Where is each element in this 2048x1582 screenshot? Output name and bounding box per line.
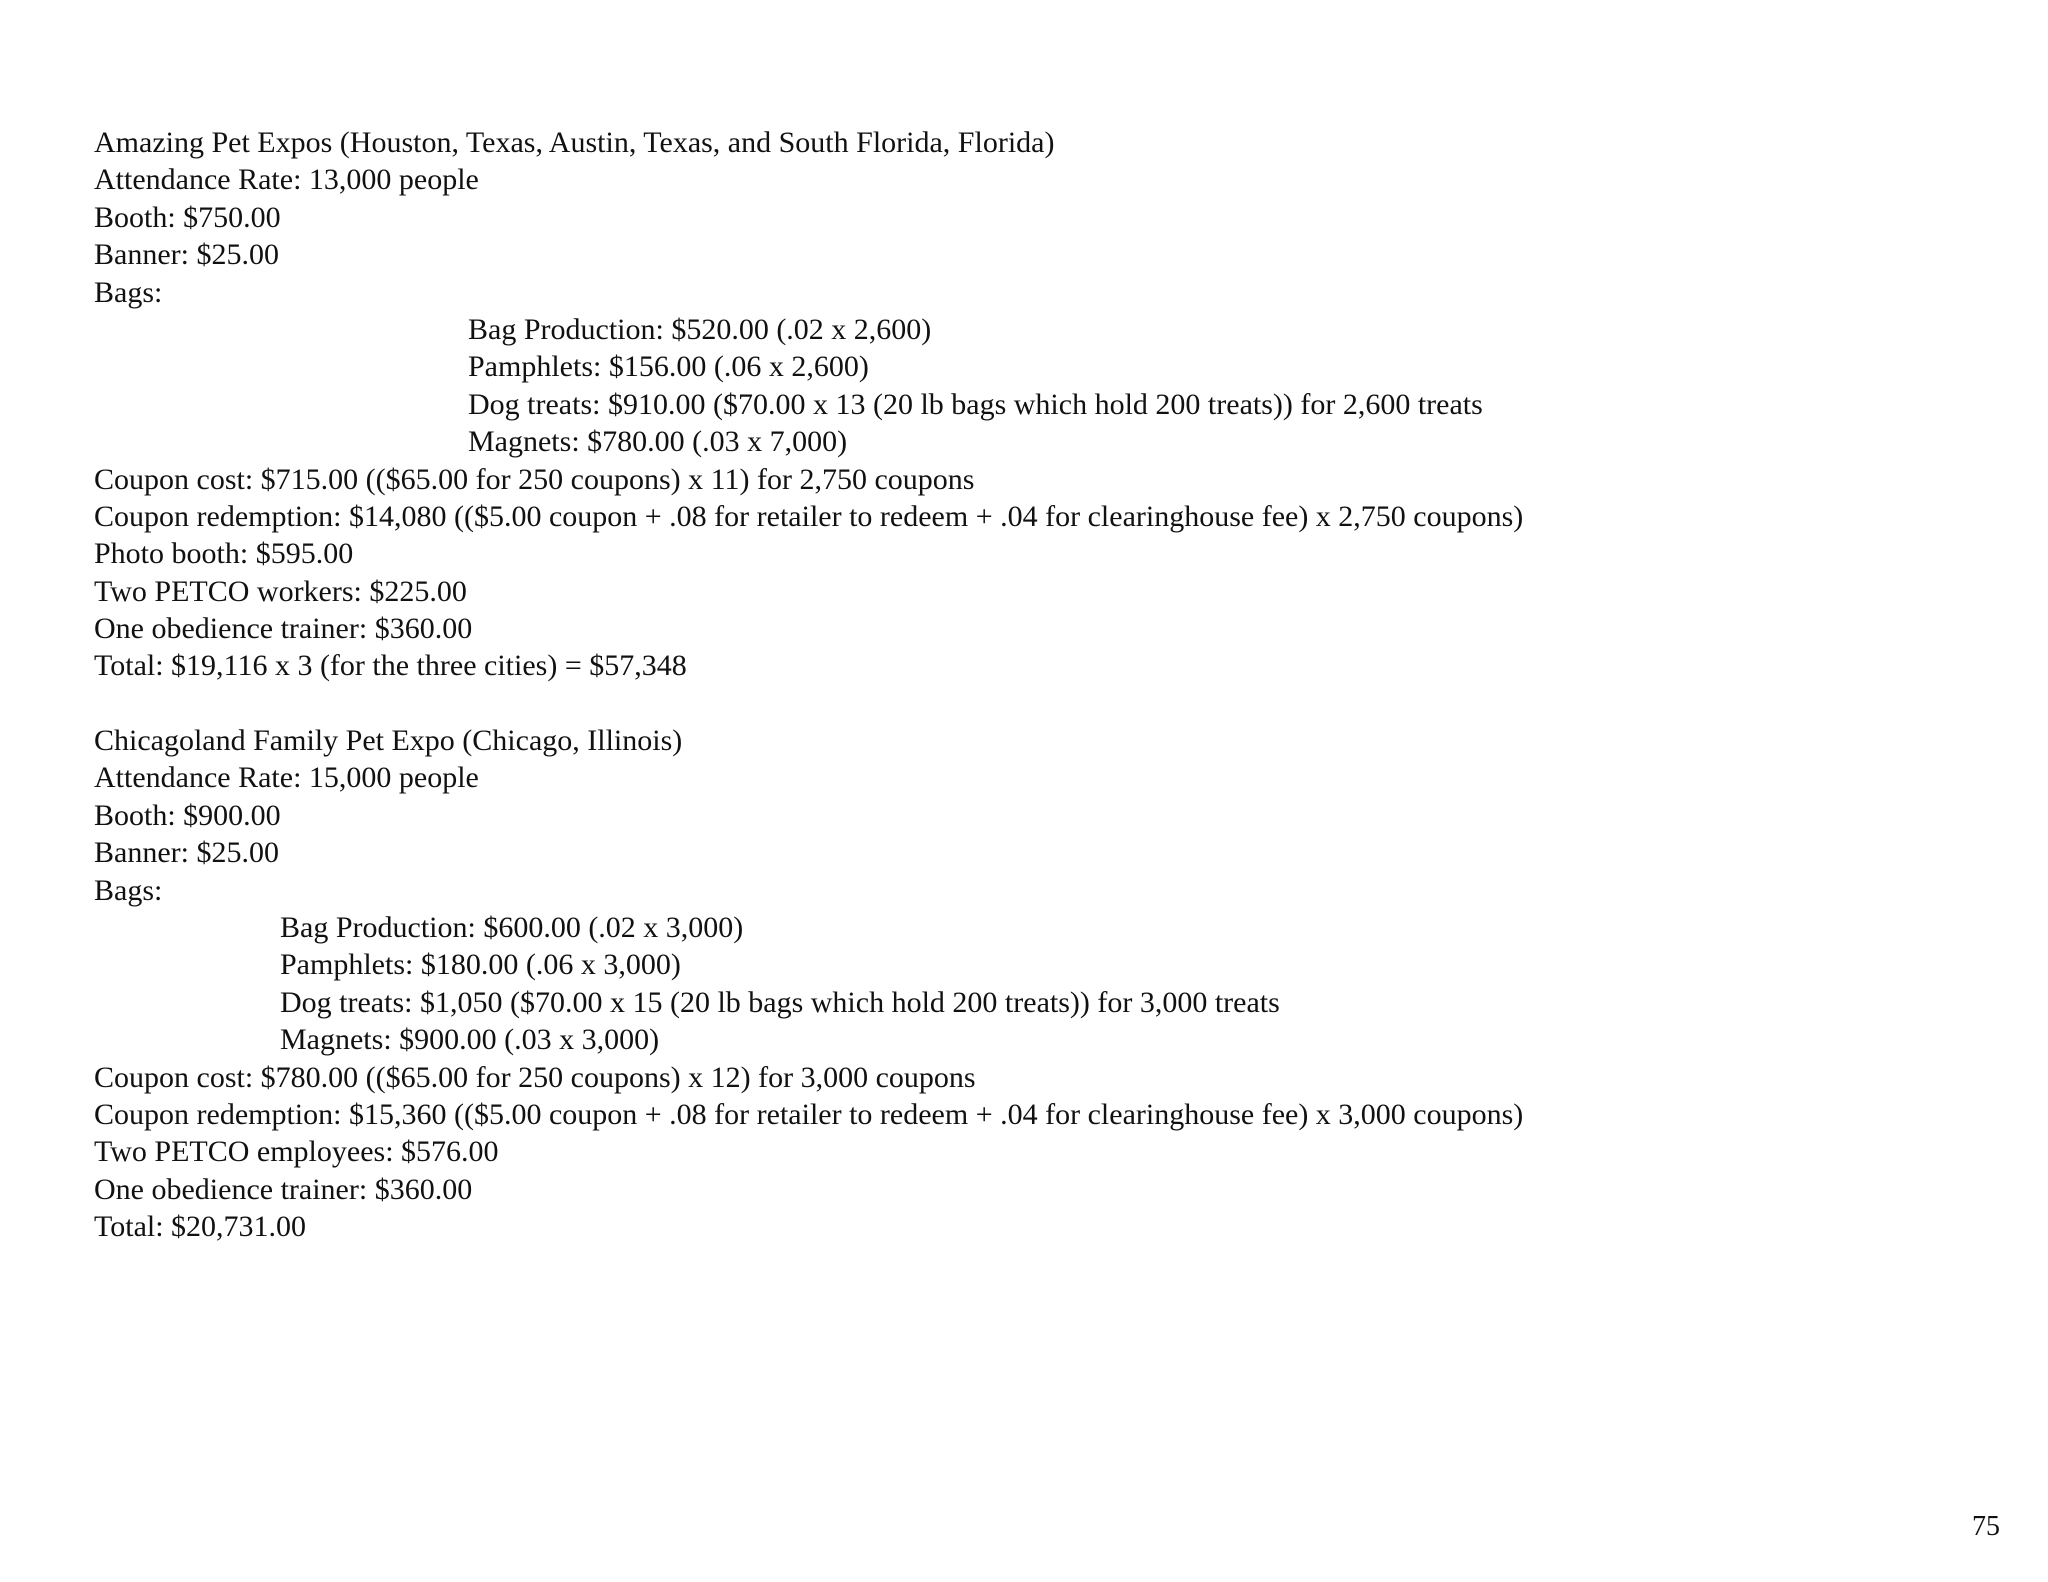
attendance-rate: Attendance Rate: 15,000 people [94, 761, 479, 795]
bag-production-cost: Bag Production: $600.00 (.02 x 3,000) [280, 910, 744, 944]
coupon-cost: Coupon cost: $780.00 (($65.00 for 250 coupons) x 12) for 3,000 coupons [94, 1060, 976, 1094]
banner-cost: Banner: $25.00 [94, 238, 279, 272]
pamphlets-cost: Pamphlets: $156.00 (.06 x 2,600) [468, 350, 869, 384]
petco-workers-cost: Two PETCO workers: $225.00 [94, 574, 467, 608]
petco-employees-cost: Two PETCO employees: $576.00 [94, 1135, 499, 1169]
amazing-pet-expos-section [94, 124, 1994, 685]
section-title: Amazing Pet Expos (Houston, Texas, Austin, Texas, and South Florida, Florida) [94, 126, 1055, 159]
booth-cost: Booth: $900.00 [94, 798, 281, 832]
bags-heading: Bags: [94, 275, 163, 309]
bag-production-cost: Bag Production: $520.00 (.02 x 2,600) [468, 312, 932, 346]
magnets-cost: Magnets: $900.00 (.03 x 3,000) [280, 1023, 660, 1057]
bags-heading: Bags: [94, 873, 163, 907]
dog-treats-cost: Dog treats: $910.00 ($70.00 x 13 (20 lb bags which hold 200 treats)) for 2,600 treats [468, 387, 1483, 421]
section-total: Total: $20,731.00 [94, 1210, 307, 1244]
attendance-rate: Attendance Rate: 13,000 people [94, 163, 479, 197]
section-title: Chicagoland Family Pet Expo (Chicago, Illinois) [94, 724, 683, 757]
dog-treats-cost: Dog treats: $1,050 ($70.00 x 15 (20 lb bags which hold 200 treats)) for 3,000 treats [280, 985, 1280, 1019]
obedience-trainer-cost: One obedience trainer: $360.00 [94, 1172, 473, 1206]
obedience-trainer-cost: One obedience trainer: $360.00 [94, 612, 473, 646]
pamphlets-cost: Pamphlets: $180.00 (.06 x 3,000) [280, 948, 681, 982]
coupon-cost: Coupon cost: $715.00 (($65.00 for 250 coupons) x 11) for 2,750 coupons [94, 462, 975, 496]
chicagoland-pet-expo-section [94, 722, 1994, 1245]
section-total: Total: $19,116 x 3 (for the three cities) = $57,348 [94, 649, 687, 683]
banner-cost: Banner: $25.00 [94, 836, 279, 870]
coupon-redemption: Coupon redemption: $14,080 (($5.00 coupon + .08 for retailer to redeem + .04 for clearinghouse fee) x 2,750 coupons) [94, 499, 1524, 533]
booth-cost: Booth: $750.00 [94, 200, 281, 234]
photo-booth-cost: Photo booth: $595.00 [94, 537, 354, 571]
coupon-redemption: Coupon redemption: $15,360 (($5.00 coupon + .08 for retailer to redeem + .04 for clearinghouse fee) x 3,000 coupons) [94, 1097, 1524, 1131]
page-number: 75 [1972, 1511, 2000, 1542]
magnets-cost: Magnets: $780.00 (.03 x 7,000) [468, 425, 848, 459]
